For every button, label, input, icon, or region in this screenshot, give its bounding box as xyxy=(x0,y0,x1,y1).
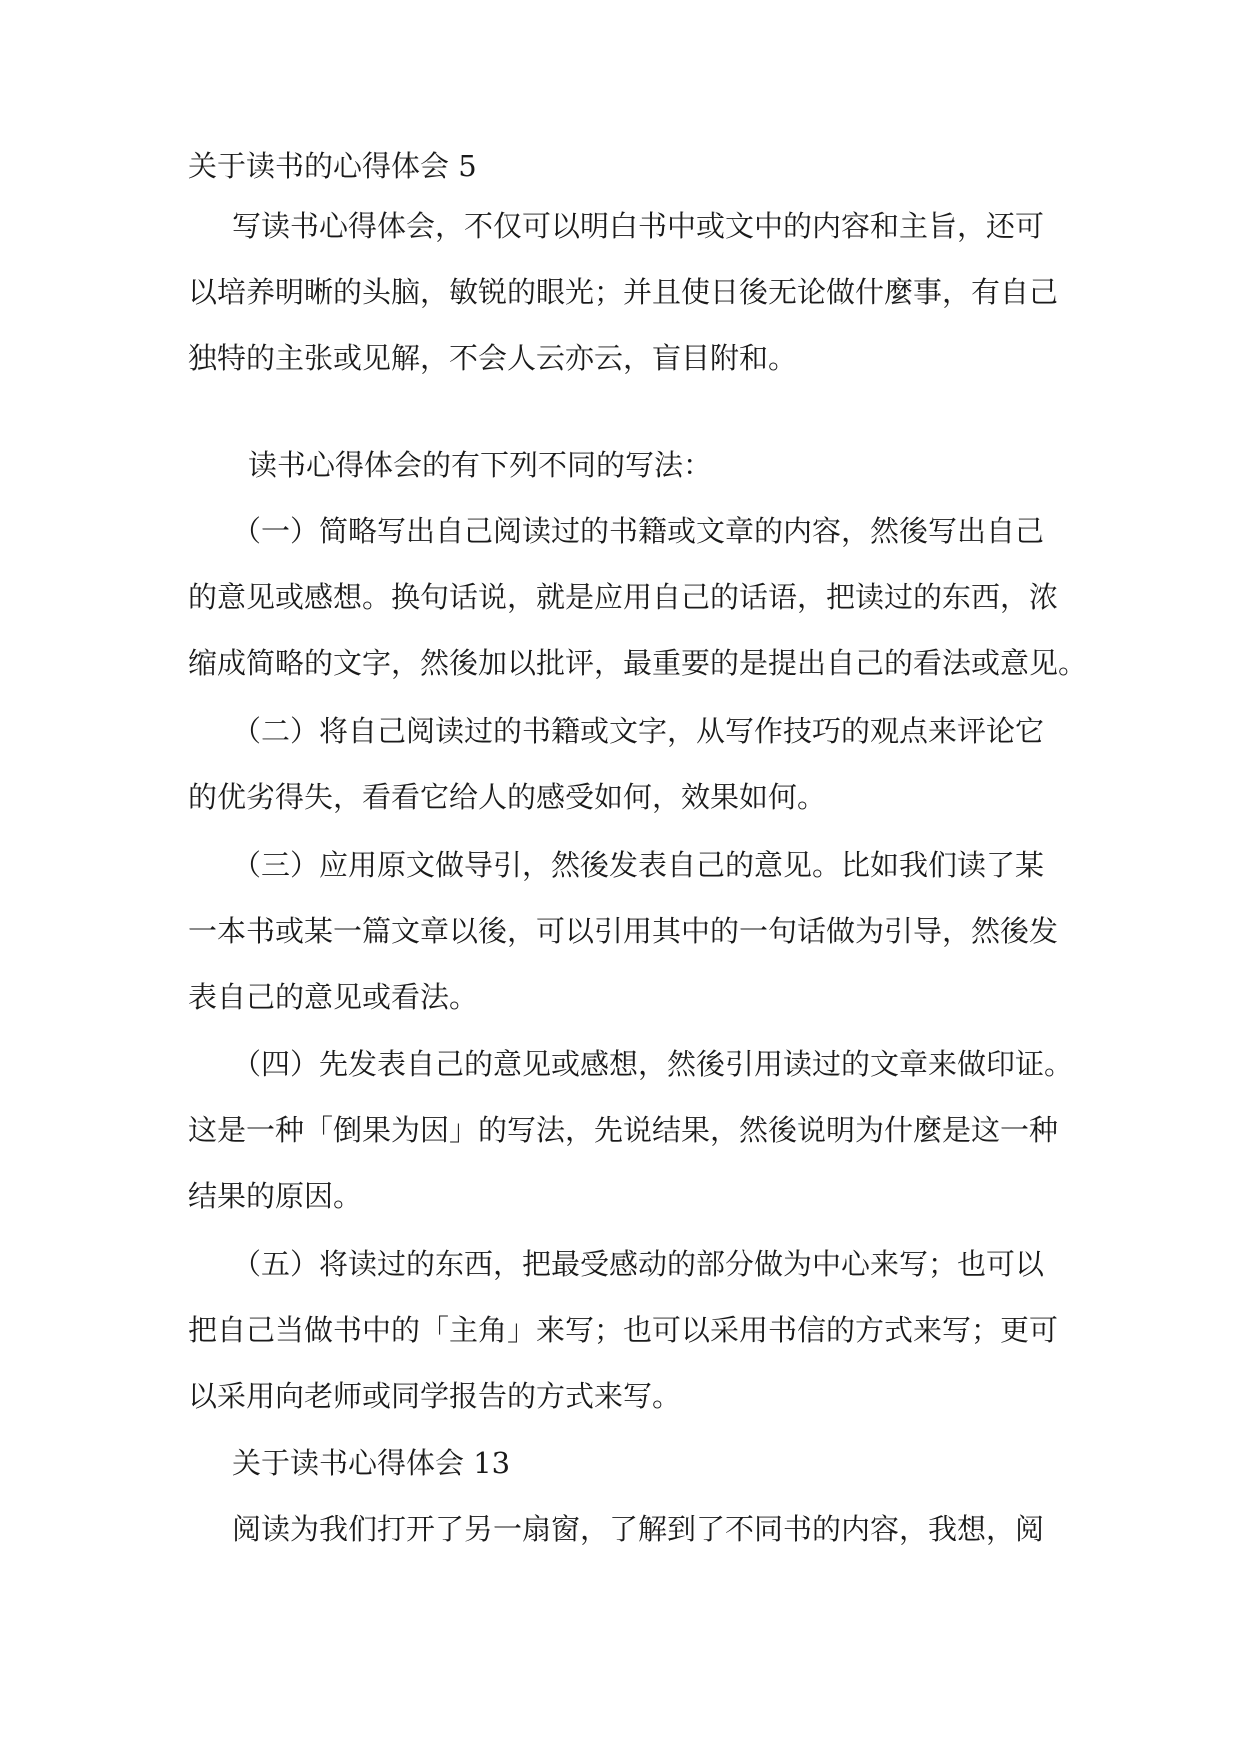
method-item-3 xyxy=(188,832,1058,1030)
paragraph-line: 把自己当做书中的「主角」来写；也可以采用书信的方式来写；更可 xyxy=(188,1313,1059,1347)
method-item-1 xyxy=(188,498,1088,696)
paragraph-line: 阅读为我们打开了另一扇窗，了解到了不同书的内容，我想，阅 xyxy=(232,1512,1045,1546)
paragraph-line: （一）简略写出自己阅读过的书籍或文章的内容，然後写出自己 xyxy=(232,514,1045,548)
paragraph-line: 以培养明晰的头脑，敏锐的眼光；并且使日後无论做什麼事，有自己 xyxy=(188,275,1059,309)
paragraph-line: 的意见或感想。换句话说，就是应用自己的话语，把读过的东西，浓 xyxy=(188,580,1059,614)
paragraph-line: 的优劣得失，看看它给人的感受如何，效果如何。 xyxy=(188,780,827,814)
paragraph-line: 缩成简略的文字，然後加以批评，最重要的是提出自己的看法或意见。 xyxy=(188,646,1088,680)
paragraph-line: （三）应用原文做导引，然後发表自己的意见。比如我们读了某 xyxy=(232,848,1045,882)
method-item-2 xyxy=(188,698,1058,830)
paragraph-line: 结果的原因。 xyxy=(188,1179,363,1213)
paragraph-methods-intro xyxy=(188,432,1058,498)
method-item-4 xyxy=(188,1031,1074,1229)
paragraph-line: 独特的主张或见解，不会人云亦云，盲目附和。 xyxy=(188,341,798,375)
paragraph-line: 表自己的意见或看法。 xyxy=(188,980,479,1014)
heading-text: 关于读书的心得体会 5 xyxy=(188,149,477,183)
paragraph-reading xyxy=(188,1496,1058,1562)
paragraph-line: （五）将读过的东西，把最受感动的部分做为中心来写；也可以 xyxy=(232,1247,1045,1281)
paragraph-line: 一本书或某一篇文章以後，可以引用其中的一句话做为引导，然後发 xyxy=(188,914,1059,948)
paragraph-line: 读书心得体会的有下列不同的写法： xyxy=(248,448,713,482)
paragraph-line: 以采用向老师或同学报告的方式来写。 xyxy=(188,1379,682,1413)
heading-text: 关于读书心得体会 13 xyxy=(232,1446,511,1480)
paragraph-line: 这是一种「倒果为因」的写法，先说结果，然後说明为什麼是这一种 xyxy=(188,1113,1059,1147)
paragraph-intro xyxy=(188,193,1058,391)
document-heading-2 xyxy=(188,1430,1058,1496)
document-heading-1 xyxy=(188,133,1058,199)
paragraph-line: （二）将自己阅读过的书籍或文字，从写作技巧的观点来评论它 xyxy=(232,714,1045,748)
paragraph-line: （四）先发表自己的意见或感想，然後引用读过的文章来做印证。 xyxy=(232,1047,1074,1081)
method-item-5 xyxy=(188,1231,1058,1429)
paragraph-line: 写读书心得体会，不仅可以明白书中或文中的内容和主旨，还可 xyxy=(232,209,1045,243)
